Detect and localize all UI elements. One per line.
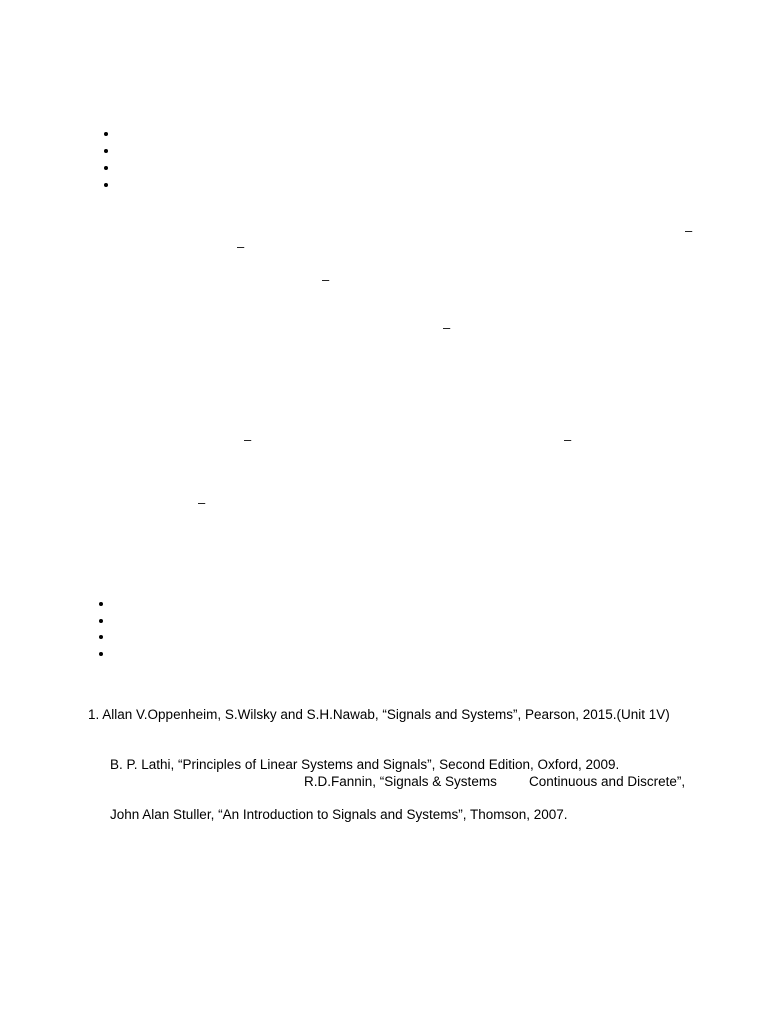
bullet-item: [104, 166, 108, 170]
dash-mark: –: [244, 432, 252, 447]
dash-mark: –: [322, 272, 330, 287]
reference-item: John Alan Stuller, “An Introduction to Signals and Systems”, Thomson, 2007.: [110, 807, 568, 822]
bullet-item: [104, 132, 108, 136]
dash-mark: –: [198, 495, 206, 510]
bullet-item: [99, 619, 103, 623]
dash-mark: –: [443, 320, 451, 335]
bullet-item: [99, 635, 103, 639]
bullet-item: [104, 183, 108, 187]
dash-mark: –: [564, 432, 572, 447]
bullet-item: [99, 652, 103, 656]
bullet-item: [99, 602, 103, 606]
reference-item: Continuous and Discrete”,: [529, 774, 686, 789]
reference-item: R.D.Fannin, “Signals & Systems: [304, 774, 497, 789]
dash-mark: –: [237, 239, 245, 254]
reference-item: 1. Allan V.Oppenheim, S.Wilsky and S.H.Nawab, “Signals and Systems”, Pearson, 2015.(Unit 1V): [88, 707, 670, 722]
dash-mark: –: [685, 223, 693, 238]
reference-item: B. P. Lathi, “Principles of Linear Systems and Signals”, Second Edition, Oxford, 2009.: [110, 757, 620, 772]
bullet-item: [104, 149, 108, 153]
